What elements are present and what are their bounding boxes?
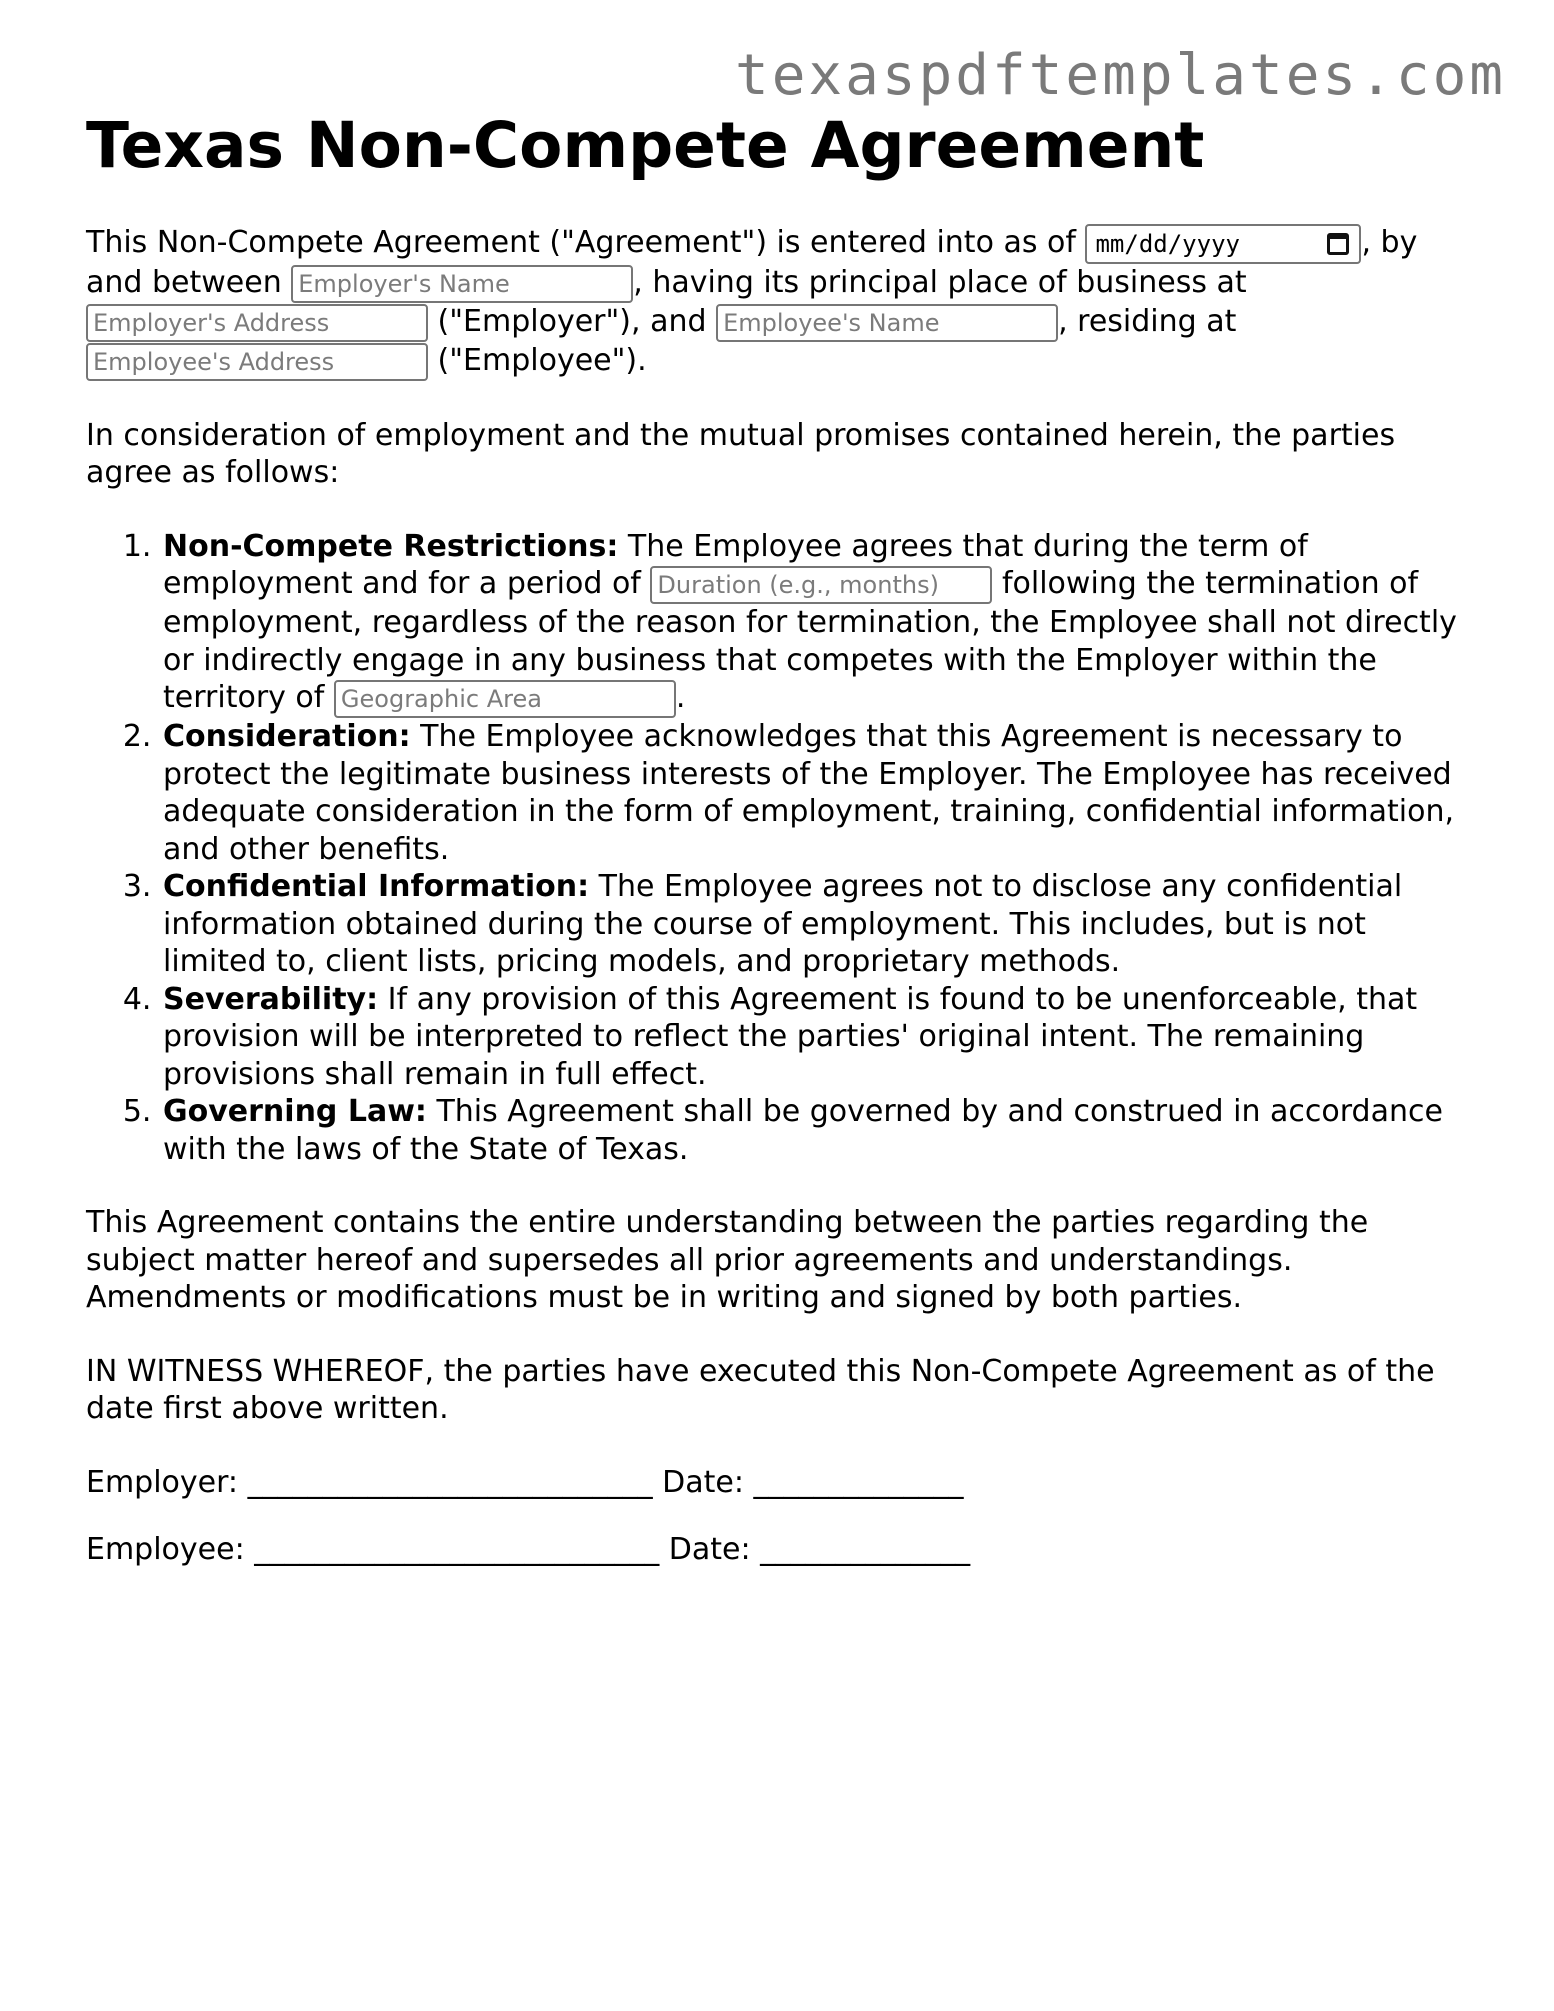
clause-text: This Agreement shall be governed by and construed in accordance with the laws of the State of Texas. xyxy=(163,1094,1443,1167)
employee-name-input[interactable] xyxy=(716,304,1058,342)
employer-address-input[interactable] xyxy=(86,304,428,342)
agreement-date-input[interactable] xyxy=(1085,224,1361,264)
clause-term: Severability: xyxy=(163,981,379,1017)
entire-agreement-paragraph: This Agreement contains the entire understanding between the parties regarding the subject matter hereof and supersedes all prior agreements and understandings. Amendments or modifications must be in writing and signed by both parties. xyxy=(86,1205,1369,1316)
consideration-paragraph: In consideration of employment and the mutual promises contained herein, the parties agree as follows: xyxy=(86,417,1396,491)
geographic-area-input[interactable] xyxy=(334,680,676,718)
clause-text: The Employee agrees that during the term of employment and for a period of xyxy=(163,528,1308,602)
clause-item xyxy=(161,981,1466,1094)
clause-text: If any provision of this Agreement is found to be unenforceable, that provision will be interpreted to reflect the parties' original intent. The remaining provisions shall remain in full effect. xyxy=(163,981,1418,1092)
page-title: Texas Non-Compete Agreement xyxy=(86,109,1205,182)
clause-term: Non-Compete Restrictions: xyxy=(163,528,619,564)
clause-term: Confidential Information: xyxy=(163,869,590,905)
intro-text: This Non-Compete Agreement ("Agreement") is entered into as of xyxy=(86,224,1076,260)
intro-text: , by and between xyxy=(86,224,1418,300)
intro-text: , residing at xyxy=(1058,303,1237,339)
intro-text: ("Employer"), and xyxy=(437,303,707,339)
clause-item xyxy=(161,1093,1466,1168)
document xyxy=(86,108,1466,1599)
employee-signature-line: Employee: ___________________________ Date: ______________ xyxy=(86,1532,971,1568)
clause-text: following the termination of employment, regardless of the reason for termination, the Employee shall not directly or indirectly engage in any business that competes with the Employer within the territory of xyxy=(163,566,1457,716)
clause-text: The Employee agrees not to disclose any confidential information obtained during the course of employment. This includes, but is not limited to, client lists, pricing models, and proprietary methods. xyxy=(163,869,1403,980)
employer-name-input[interactable] xyxy=(291,265,633,303)
employer-signature-line: Employer: ___________________________ Date: ______________ xyxy=(86,1464,964,1500)
duration-input[interactable] xyxy=(650,566,992,604)
clause-text: . xyxy=(675,680,686,716)
clause-term: Consideration: xyxy=(163,719,411,755)
clause-item xyxy=(161,868,1466,981)
intro-text: ("Employee"). xyxy=(437,342,647,378)
date-placeholder: mm/dd/yyyy xyxy=(1095,229,1240,258)
clause-item xyxy=(161,718,1466,868)
clause-text: The Employee acknowledges that this Agreement is necessary to protect the legitimate business interests of the Employer. The Employee has received adequate consideration in the form of employment, training, confidential information, and other benefits. xyxy=(163,719,1455,867)
watermark: texaspdftemplates.com xyxy=(734,43,1506,108)
intro-text: , having its principal place of business at xyxy=(633,264,1247,300)
employee-address-input[interactable] xyxy=(86,343,428,381)
calendar-icon[interactable] xyxy=(1327,233,1349,255)
witness-paragraph: IN WITNESS WHEREOF, the parties have executed this Non-Compete Agreement as of the date first above written. xyxy=(86,1353,1435,1427)
clause-item xyxy=(161,528,1466,719)
clause-list xyxy=(86,528,1466,1169)
clause-term: Governing Law: xyxy=(163,1094,427,1130)
intro-paragraph xyxy=(86,224,1466,381)
